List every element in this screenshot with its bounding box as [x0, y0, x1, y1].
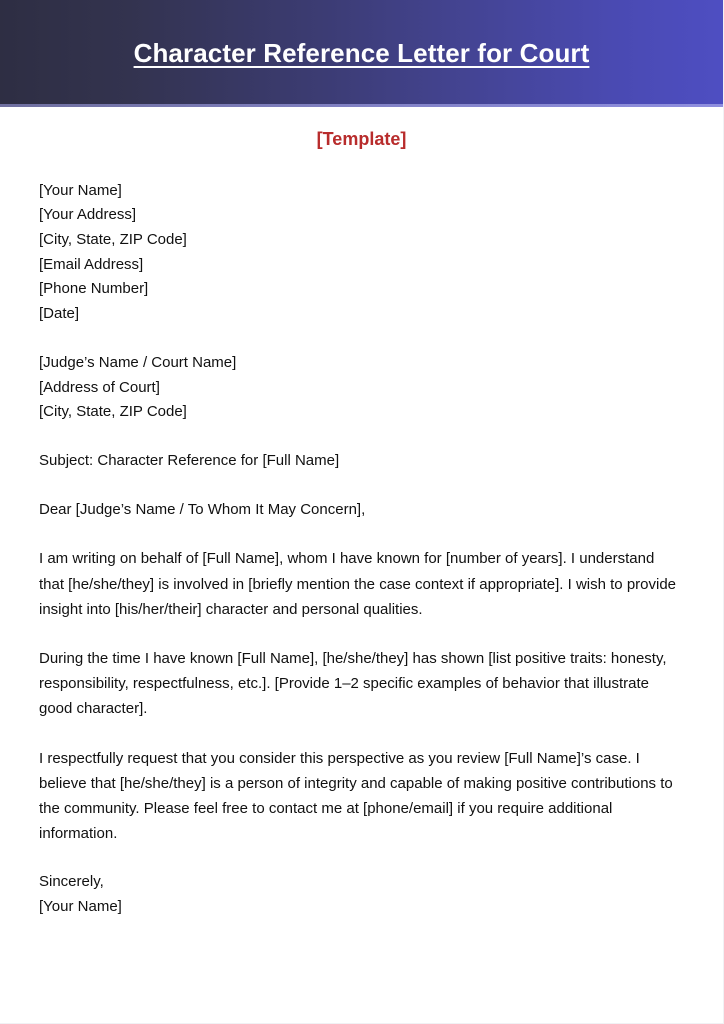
letter-body: [0, 151, 723, 920]
subject-block: [39, 449, 681, 474]
subject-line: Subject: Character Reference for [Full Name]: [39, 451, 340, 469]
sender-line: [Email Address]: [39, 255, 144, 273]
valediction: Sincerely,: [39, 873, 104, 891]
sender-line: [Date]: [39, 305, 80, 323]
document-header-banner: [0, 0, 723, 107]
template-label: [Template]: [316, 129, 407, 149]
sender-line: [Your Address]: [39, 206, 137, 224]
body-paragraph: I respectfully request that you consider this perspective as you review [Full Name]’s case. I believe that [he/she/they] is a person of integrity and capable of making positive contributions to the community. Please feel free to contact me at [phone/email] if you require additional information.: [39, 749, 673, 843]
recipient-line: [Judge’s Name / Court Name]: [39, 353, 237, 371]
signature-line: [Your Name]: [39, 898, 122, 916]
sender-address-block: [39, 179, 681, 327]
recipient-line: [City, State, ZIP Code]: [39, 403, 187, 421]
salutation-block: [39, 498, 681, 523]
recipient-line: [Address of Court]: [39, 378, 160, 396]
sender-line: [City, State, ZIP Code]: [39, 231, 187, 248]
body-paragraph: During the time I have known [Full Name], [he/she/they] has shown [list positive traits: honesty, responsibility, respectfulness, etc.]. [Provide 1–2 specific examples of behavior that illustrate good character].: [39, 649, 667, 718]
sender-line: [Your Name]: [39, 181, 122, 199]
body-paragraph: I am writing on behalf of [Full Name], whom I have known for [number of years]. I understand that [he/she/they] is involved in [briefly mention the case context if appropriate]. I wish to provide insight into [his/her/their] character and personal qualities.: [39, 550, 677, 618]
page-title: Character Reference Letter for Court: [133, 38, 590, 68]
salutation-line: Dear [Judge’s Name / To Whom It May Concern],: [39, 500, 366, 518]
recipient-address-block: [39, 351, 681, 425]
sender-line: [Phone Number]: [39, 280, 149, 298]
closing-block: [39, 870, 681, 919]
